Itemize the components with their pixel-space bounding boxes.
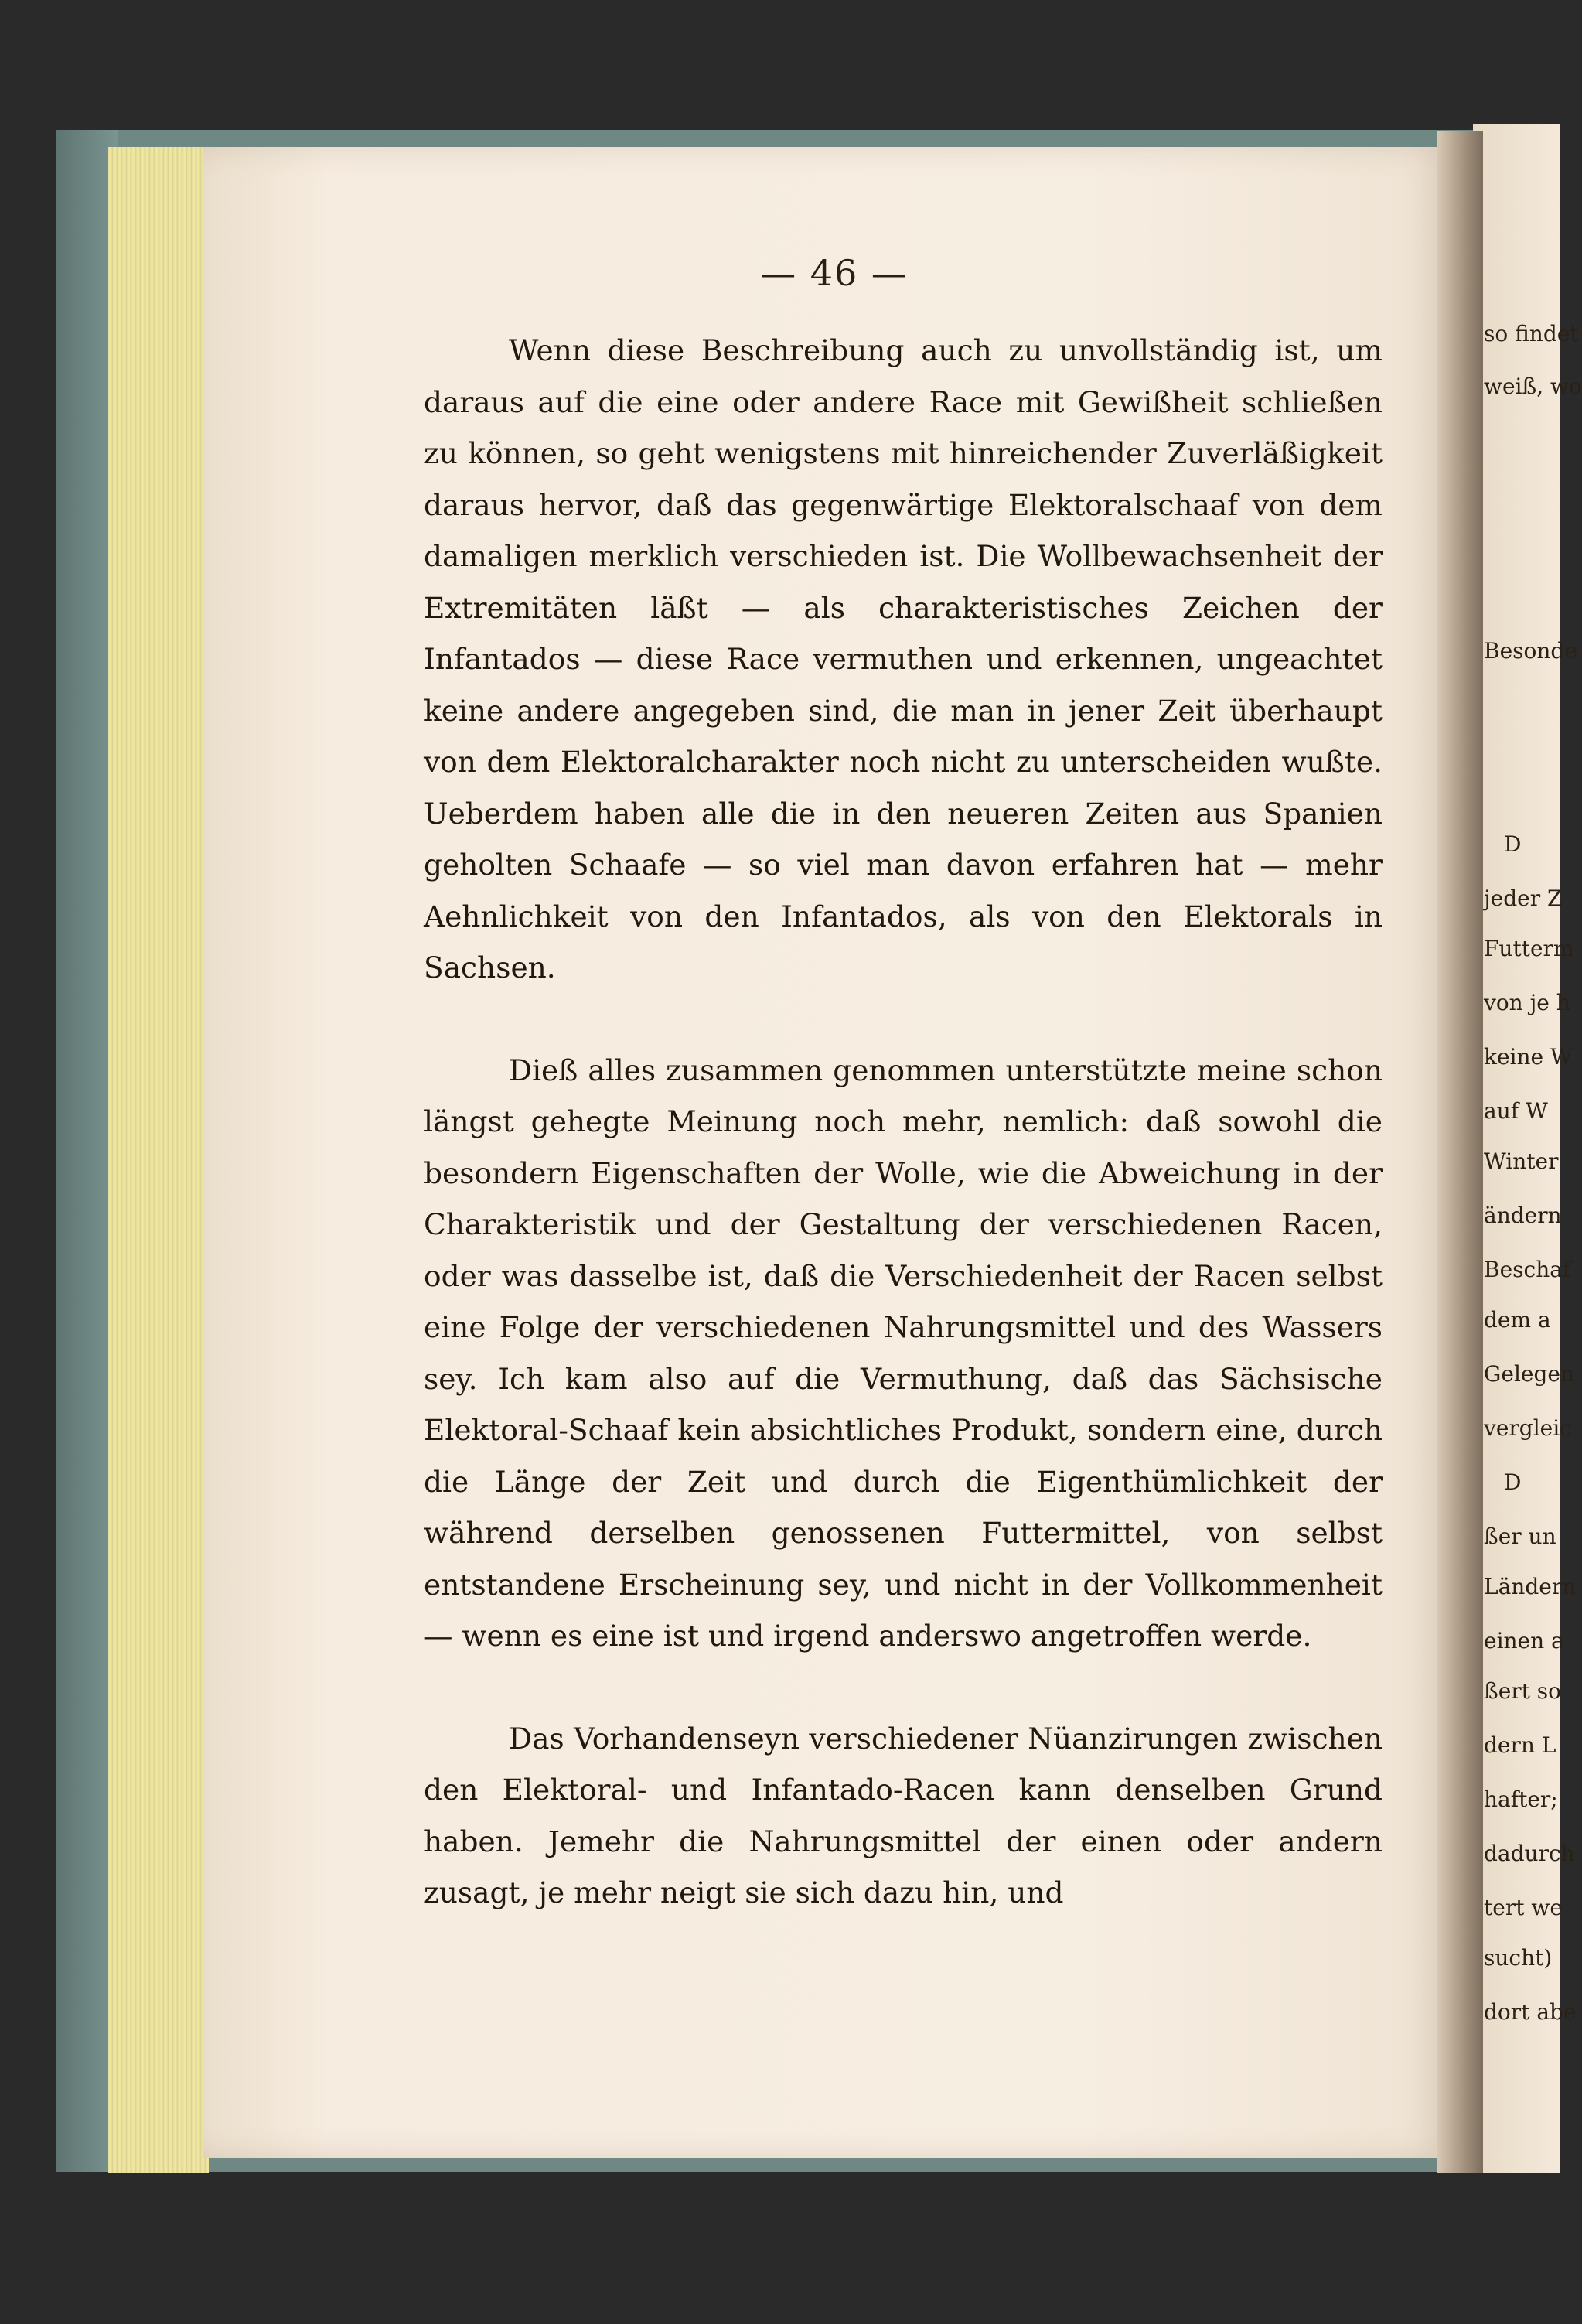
next-page-line: Ländern	[1484, 1574, 1577, 1599]
paragraph: Das Vorhandenseyn verschiedener Nüanzirungen zwischen den Elektoral- und Infantado-Racen kann denselben Grund haben. Jemehr die Nahrungsmittel der einen oder andern zusagt, je mehr neigt sie sich dazu hin, und	[424, 1721, 1383, 1909]
next-page-line: D	[1504, 1469, 1522, 1495]
next-page-line: Besonde	[1484, 638, 1577, 664]
next-page-line: Futterm	[1484, 936, 1574, 961]
next-page-line: D	[1504, 831, 1522, 857]
page-number: — 46 —	[760, 252, 909, 294]
paragraph: Wenn diese Beschreibung auch zu unvollständig ist, um daraus auf die eine oder andere Race mit Gewißheit schließen zu können, so geht wenigstens mit hinreichender Zuverläßigkeit daraus hervor, daß das gegenwärtige Elektoralschaaf von dem damaligen merklich verschieden ist. Die Wollbewachsenheit der Extremitäten läßt — als charakteristisches Zeichen der Infantados — diese Race vermuthen und erkennen, ungeachtet keine andere angegeben sind, die man in jener Zeit überhaupt von dem Elektoralcharakter noch nicht zu unterscheiden wußte. Ueberdem haben alle die in den neueren Zeiten aus Spanien geholten Schaafe — so viel man davon erfahren hat — mehr Aehnlichkeit von den Infantados, als von den Elektorals in Sachsen.	[424, 333, 1383, 985]
next-page-line: hafter;	[1484, 1787, 1558, 1812]
next-page-line: weiß, wo	[1484, 374, 1582, 399]
next-page-line: ändern	[1484, 1203, 1562, 1228]
next-page-line: Gelegen	[1484, 1361, 1574, 1387]
next-page-line: dern L	[1484, 1732, 1556, 1758]
next-page-line: Winter	[1484, 1148, 1559, 1174]
next-page-line: Beschaf	[1484, 1257, 1571, 1282]
next-page-line: einen a	[1484, 1628, 1564, 1653]
page-edges	[108, 147, 209, 2173]
next-page-line: dadurch	[1484, 1841, 1575, 1866]
paragraph: Dieß alles zusammen genommen unterstützte meine schon längst gehegte Meinung noch mehr, nemlich: daß sowohl die besondern Eigenschaften der Wolle, wie die Abweichung in der Charakteristik und der Gestaltung der verschiedenen Racen, oder was dasselbe ist, daß die Verschiedenheit der Racen selbst eine Folge der verschiedenen Nahrungsmittel und des Wassers sey. Ich kam also auf die Vermuthung, daß das Sächsische Elektoral-Schaaf kein absichtliches Produkt, sondern eine, durch die Länge der Zeit und durch die Eigenthümlichkeit der während derselben genossenen Futtermittel, von selbst entstandene Erscheinung sey, und nicht in der Vollkommenheit — wenn es eine ist und irgend anderswo angetroffen werde.	[424, 1053, 1383, 1653]
next-page-line: von je h	[1484, 990, 1570, 1015]
next-page-line: jeder Z	[1484, 886, 1563, 911]
next-page-line: dort abe	[1484, 1999, 1577, 2025]
next-page-line: ßer un	[1484, 1524, 1556, 1549]
next-page-line: so findet	[1484, 321, 1579, 346]
next-page-line: vergleic	[1484, 1415, 1572, 1441]
body-text	[424, 325, 1383, 1919]
next-page-line: auf W	[1484, 1098, 1548, 1124]
next-page-line: ßert so	[1484, 1678, 1562, 1704]
right-page-edge	[1473, 124, 1582, 2173]
next-page-line: dem a	[1484, 1307, 1551, 1333]
next-page-line: keine W	[1484, 1044, 1573, 1070]
book-gutter	[1437, 131, 1483, 2173]
next-page-line: sucht)	[1484, 1945, 1553, 1971]
next-page-line: tert we	[1484, 1895, 1563, 1920]
